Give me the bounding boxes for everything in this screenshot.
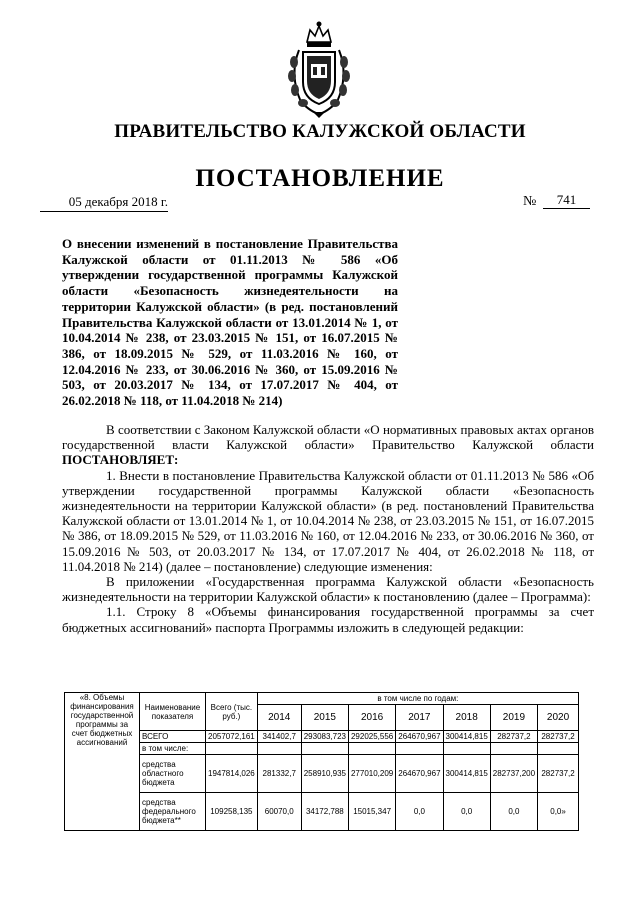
cell-value: 264670,967 [396,755,443,793]
cell-value: 281332,7 [257,755,301,793]
row-name: ВСЕГО [140,731,206,743]
year-header: 2017 [396,705,443,731]
cell-value: 34172,788 [301,793,348,831]
document-number-label: № [523,194,537,209]
year-header: 2018 [443,705,490,731]
year-header: 2014 [257,705,301,731]
row-total: 109258,135 [206,793,258,831]
financing-table [64,692,579,831]
year-header: 2015 [301,705,348,731]
column-header-years: в том числе по годам: [257,693,578,705]
cell-value: 292025,556 [348,731,395,743]
cell-value: 0,0 [490,793,537,831]
cell-value: 264670,967 [396,731,443,743]
cell-value: 0,0» [538,793,579,831]
row8-paragraph: 1.1. Строку 8 «Объемы финансирования государственной программы за счет бюджетных ассигнований» паспорта Программы изложить в следующей редакции: [62,604,594,635]
column-header-total: Всего (тыс. руб.) [206,693,258,731]
column-header-indicator: Наименование показателя [140,693,206,731]
cell-value: 258910,935 [301,755,348,793]
resolves-keyword: ПОСТАНОВЛЯЕТ: [62,452,179,468]
row-total: 2057072,161 [206,731,258,743]
table-row [65,755,579,793]
cell-value: 15015,347 [348,793,395,831]
preamble-paragraph [62,422,594,468]
amendment-paragraph: 1. Внести в постановление Правительства Калужской области от 01.11.2013 № 586 «Об утверждении государственной программы Калужской области «Безопасность жизнедеятельности на территории Калужской области» (в ред. постановлений Правительства Калужской области от 13.01.2014 № 1, от 10.04.2014 № 238, от 23.03.2015 № 151, от 16.07.2015 № 386, от 18.09.2015 № 529, от 11.03.2016 № 160, от 12.04.2016 № 233, от 30.06.2016 № 360, от 15.09.2016 № 503, от 20.03.2017 № 134, от 17.07.2017 № 404, от 26.02.2018 № 118, от 11.04.2018 № 214) (далее – постановление) следующие изменения: [62,467,594,574]
coat-of-arms-emblem [283,20,355,120]
table-row [65,793,579,831]
cell-value: 282737,2 [538,731,579,743]
document-body [62,422,594,635]
cell-value: 341402,7 [257,731,301,743]
cell-value: 282737,200 [490,755,537,793]
row-name: в том числе: [140,743,206,755]
appendix-paragraph: В приложении «Государственная программа Калужской области «Безопасность жизнедеятельности на территории Калужской области» к постановлению (далее – Программа): [62,574,594,605]
row-name: средства федерального бюджета** [140,793,206,831]
government-name: ПРАВИТЕЛЬСТВО КАЛУЖСКОЙ ОБЛАСТИ [114,121,526,142]
cell-value: 0,0 [396,793,443,831]
document-number: 741 [543,192,590,209]
cell-value: 300414,815 [443,731,490,743]
cell-value: 0,0 [443,793,490,831]
cell-value: 300414,815 [443,755,490,793]
cell-value: 293083,723 [301,731,348,743]
cell-value: 277010,209 [348,755,395,793]
row-total: 1947814,026 [206,755,258,793]
table-row-label: «8. Объемы финансирования государственной программы за счет бюджетных ассигнований [65,693,140,831]
year-header: 2020 [538,705,579,731]
row-name: средства областного бюджета [140,755,206,793]
table-row [65,731,579,743]
cell-value: 282737,2 [538,755,579,793]
year-header: 2016 [348,705,395,731]
preamble-text: В соответствии с Законом Калужской области «О нормативных правовых актах органов государственной власти Калужской области» Правительство Калужской области [62,422,594,453]
document-date: 05 декабря 2018 г. [40,194,168,212]
cell-value: 282737,2 [490,731,537,743]
cell-value: 60070,0 [257,793,301,831]
document-type-title: ПОСТАНОВЛЕНИЕ [195,165,445,192]
document-subject: О внесении изменений в постановление Правительства Калужской области от 01.11.2013 № 586 «Об утверждении государственной программы Калужской области «Безопасность жизнедеятельности на территории Калужской области» (в ред. постановлений Правительства Калужской области от 13.01.2014 № 1, от 10.04.2014 № 238, от 23.03.2015 № 151, от 16.07.2015 № 386, от 18.09.2015 № 529, от 11.03.2016 № 160, от 12.04.2016 № 233, от 30.06.2016 № 360, от 15.09.2016 № 503, от 20.03.2017 № 134, от 17.07.2017 № 404, от 26.02.2018 № 118, от 11.04.2018 № 214) [62,236,398,409]
year-header: 2019 [490,705,537,731]
table-row [65,743,579,755]
